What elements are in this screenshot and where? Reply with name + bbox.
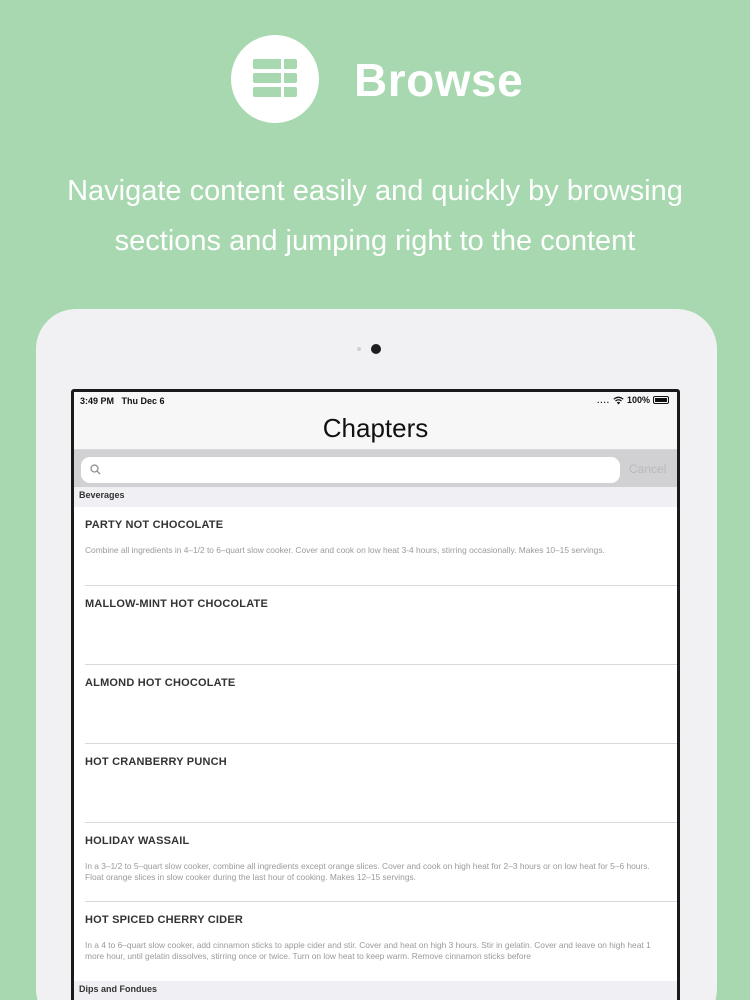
tablet-camera <box>371 344 381 354</box>
search-field[interactable] <box>81 457 620 483</box>
navigation-bar <box>74 410 677 450</box>
list-item[interactable] <box>74 507 677 586</box>
page-title: Chapters <box>322 413 429 443</box>
wifi-icon <box>613 396 624 405</box>
search-bar <box>74 450 677 487</box>
status-clock: 3:49 PM <box>80 396 115 406</box>
list-icon <box>253 59 297 99</box>
item-title: ALMOND HOT CHOCOLATE <box>85 677 236 689</box>
item-description: In a 4 to 6–quart slow cooker, add cinnamon sticks to apple cider and stir. Cover and heat on high 3 hours. Stir in gelatin. Cover and leave on high heat 1 more hour, until gelatin dissolves, stirring once or twice. Turn on low heat to keep warm. Remove cinnamon sticks before <box>85 940 651 961</box>
item-description: In a 3–1/2 to 5–quart slow cooker, combine all ingredients except orange slices. Cover and cook on high heat for 2–3 hours or on low heat for 5–6 hours. Float orange slices in slow cooker during the last hour of cooking. Makes 12–15 servings. <box>85 861 650 882</box>
search-input[interactable] <box>107 461 607 479</box>
hero-title: Browse <box>354 54 524 106</box>
item-title: PARTY NOT CHOCOLATE <box>85 519 224 531</box>
list-item[interactable] <box>74 586 677 665</box>
list-item[interactable] <box>74 665 677 744</box>
status-bar <box>74 392 677 410</box>
section-header-beverages: Beverages <box>74 487 677 507</box>
list-item[interactable] <box>74 823 677 902</box>
battery-percent: 100% <box>626 395 650 405</box>
section-header-dips-and-fondues: Dips and Fondues <box>74 981 677 1000</box>
status-indicators <box>597 395 669 405</box>
list-item[interactable] <box>74 744 677 823</box>
search-icon <box>90 464 101 475</box>
status-time <box>80 396 165 406</box>
item-title: HOLIDAY WASSAIL <box>85 835 190 847</box>
item-description: Combine all ingredients in 4–1/2 to 6–quart slow cooker. Cover and cook on low heat 3-4 hours, stirring occasionally. Makes 10–15 servings. <box>85 545 605 555</box>
browse-list-icon <box>231 35 319 123</box>
app-screen <box>74 392 677 1000</box>
tablet-sensor <box>357 347 361 351</box>
cancel-button[interactable]: Cancel <box>629 462 667 476</box>
battery-icon <box>653 396 669 404</box>
signal-icon: .... <box>597 395 610 405</box>
tablet-screen <box>71 389 680 1000</box>
item-title: HOT CRANBERRY PUNCH <box>85 756 227 768</box>
item-title: HOT SPICED CHERRY CIDER <box>85 914 244 926</box>
hero-tagline: Navigate content easily and quickly by browsing sections and jumping right to the content <box>67 175 683 257</box>
status-date: Thu Dec 6 <box>121 396 165 406</box>
list-item[interactable] <box>74 902 677 981</box>
item-title: MALLOW-MINT HOT CHOCOLATE <box>85 598 268 610</box>
